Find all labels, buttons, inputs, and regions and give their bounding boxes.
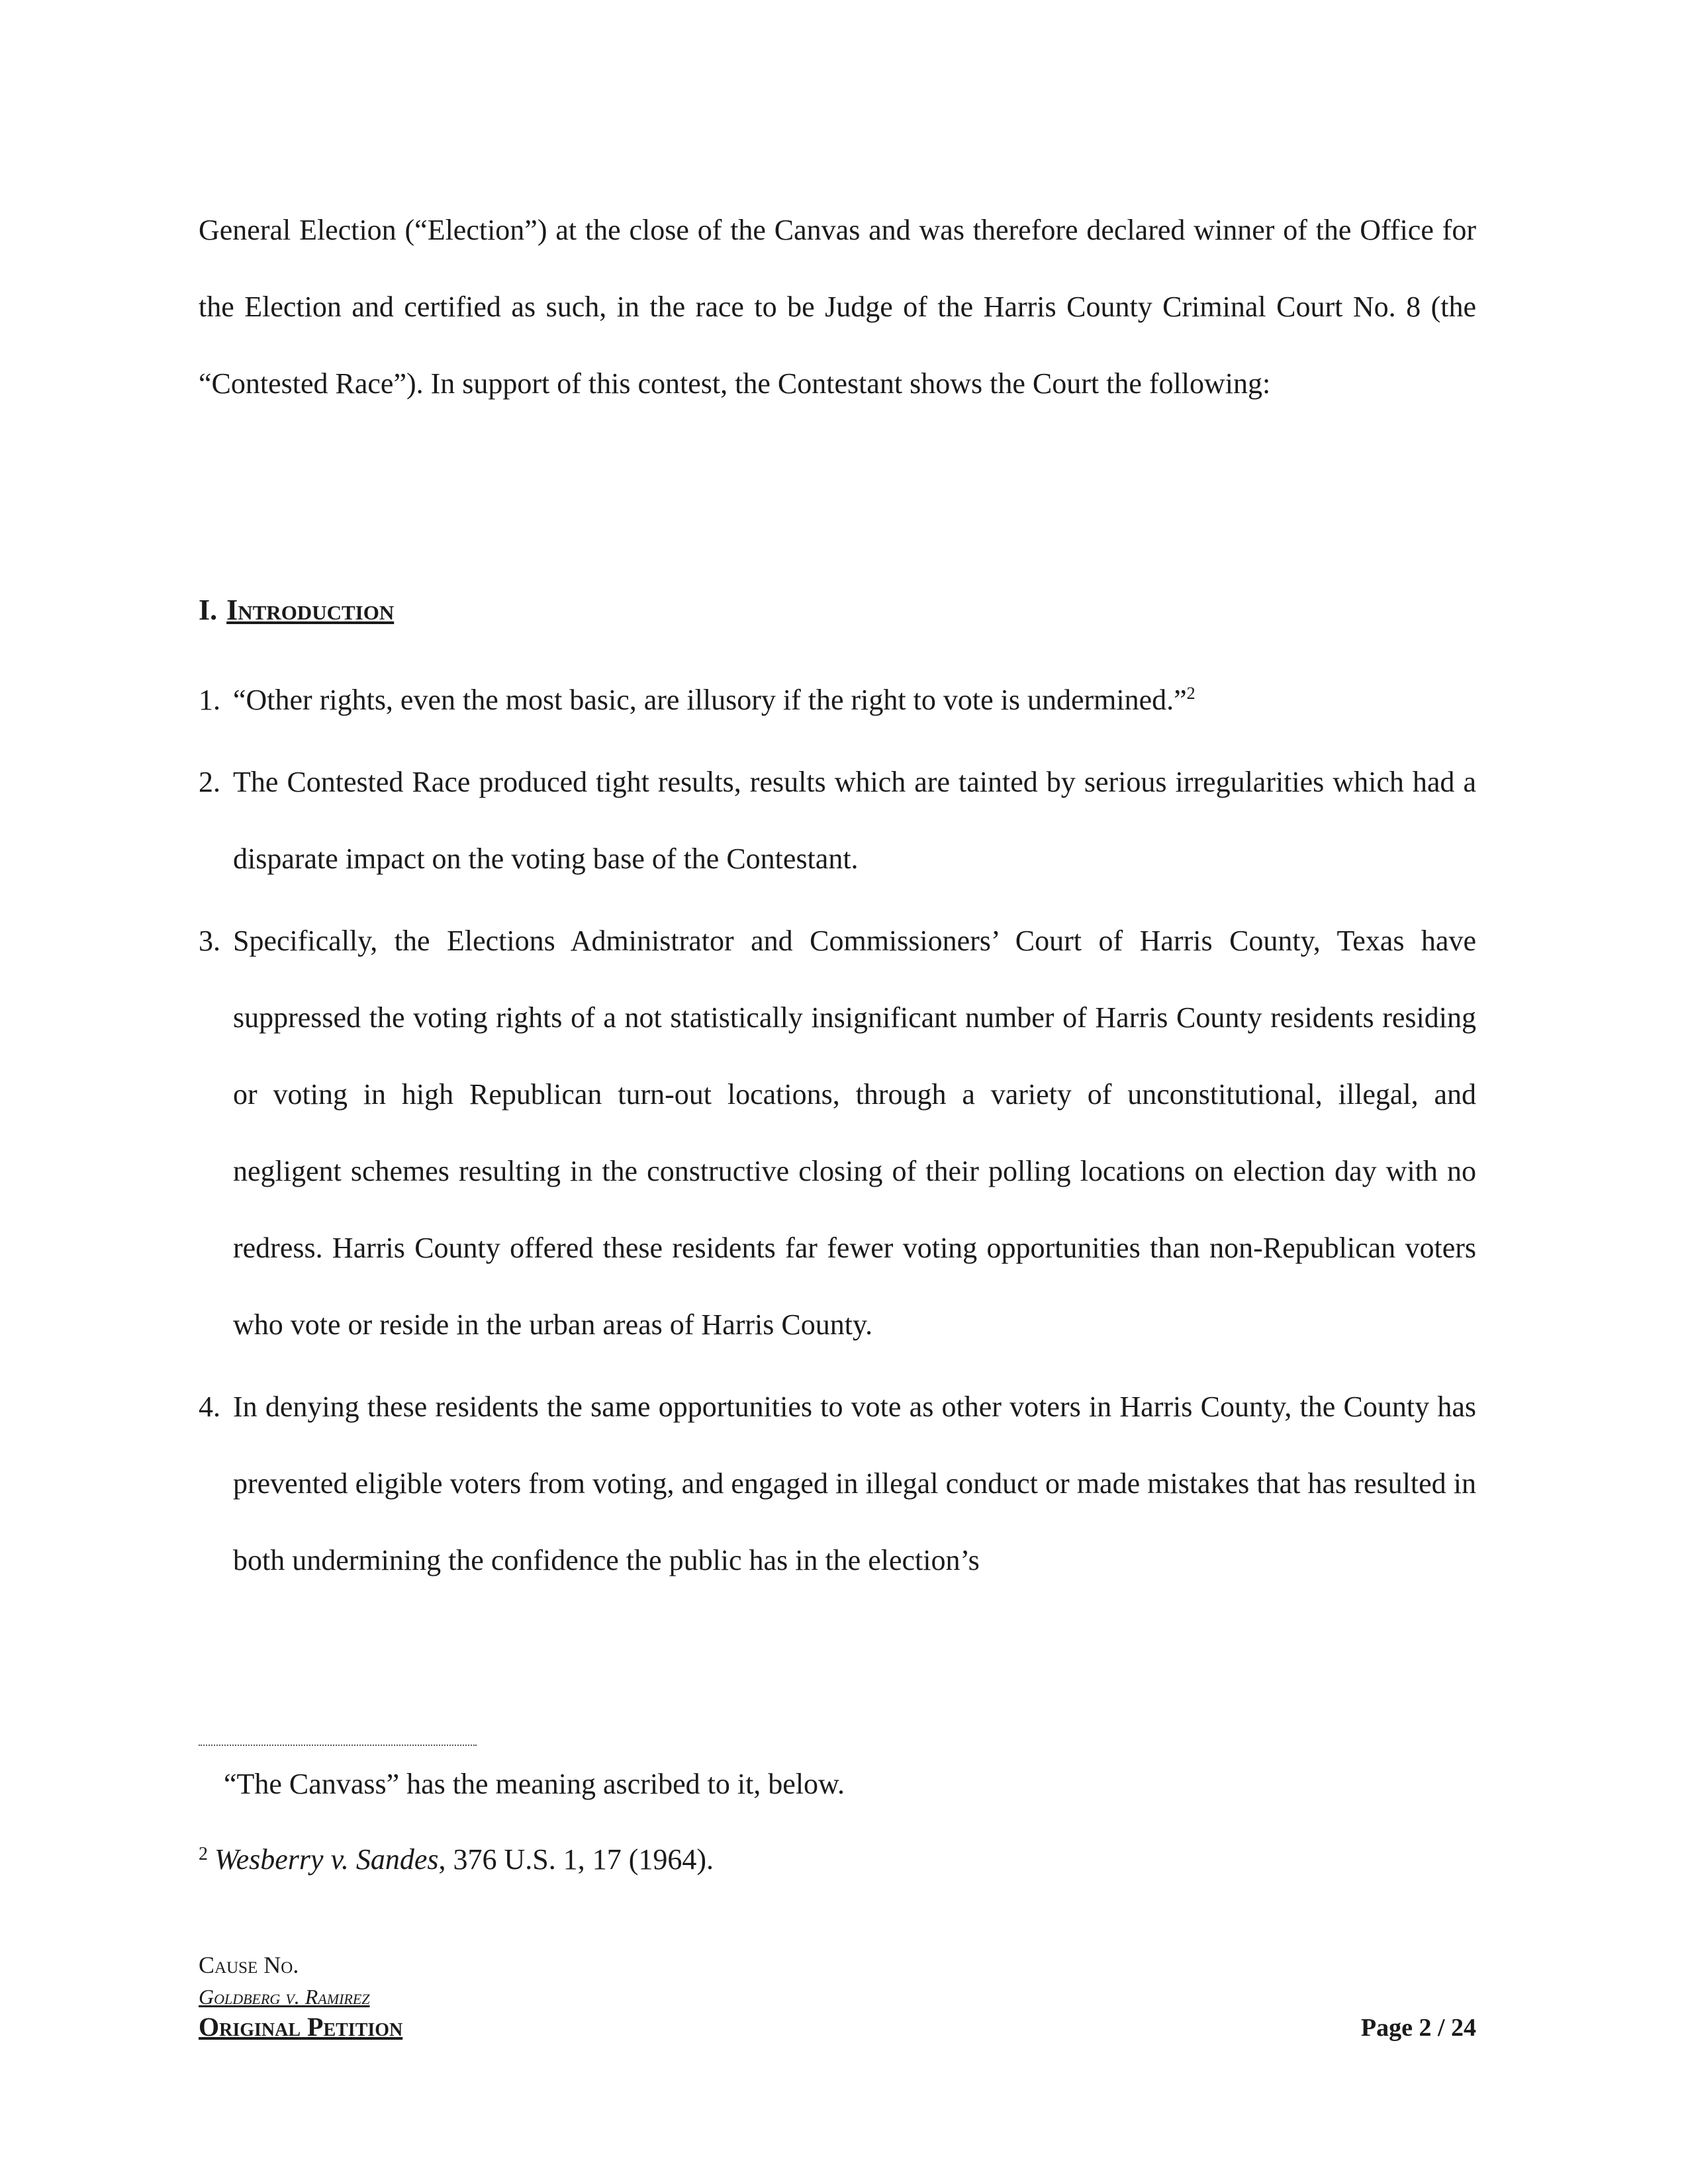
list-item-number: 1. — [199, 684, 220, 716]
list-item — [199, 903, 1476, 1363]
list-item-text: “Other rights, even the most basic, are illusory if the right to vote is undermined.” — [233, 684, 1187, 716]
page-footer-left — [199, 1949, 402, 2042]
list-item-number: 3. — [199, 925, 220, 957]
footnote-reference[interactable]: 2 — [1186, 684, 1196, 703]
intro-paragraph: General Election (“Election”) at the close of the Canvas and was therefore declared winner of the Office for the Election and certified as such, in the race to be Judge of the Harris County Criminal Court No. 8 (the “Contested Race”). In support of this contest, the Contestant shows the Court the following: — [199, 214, 1476, 400]
cause-number: Cause No. — [199, 1952, 299, 1978]
list-item — [199, 662, 1476, 739]
list-item-text: The Contested Race produced tight results, results which are tainted by serious irregularities which had a disparate impact on the voting base of the Contestant. — [233, 766, 1476, 875]
numbered-list — [199, 662, 1476, 1604]
footnote-separator — [199, 1745, 477, 1746]
footnote-1 — [199, 1764, 845, 1804]
section-title: Introduction — [226, 594, 395, 626]
list-item-number: 2. — [199, 766, 220, 798]
document-title: Original Petition — [199, 2012, 403, 2042]
section-number: I. — [199, 594, 218, 626]
intro-block — [199, 192, 1476, 422]
list-item-text: In denying these residents the same opportunities to vote as other voters in Harris County, the County has prevented eligible voters from voting, and engaged in illegal conduct or made mistakes that has resulted in both undermining the confidence the public has in the election’s — [233, 1390, 1476, 1576]
page-number: Page 2 / 24 — [1360, 2014, 1476, 2042]
list-item — [199, 744, 1476, 897]
list-item-text: Specifically, the Elections Administrator and Commissioners’ Court of Harris County, Texas have suppressed the voting rights of a not statistically insignificant number of Harris County residents residing or voting in high Republican turn-out locations, through a variety of unconstitutional, illegal, and negligent schemes resulting in the constructive closing of their polling locations on election day with no redress. Harris County offered these residents far fewer voting opportunities than non-Republican voters who vote or reside in the urban areas of Harris County. — [233, 925, 1476, 1341]
footnote-2-marker: 2 — [199, 1844, 208, 1864]
list-item-number: 4. — [199, 1390, 220, 1423]
case-caption: Goldberg v. Ramirez — [199, 1985, 370, 2009]
footnote-2-citation: , 376 U.S. 1, 17 (1964). — [438, 1843, 714, 1876]
footnote-1-text: “The Canvass” has the meaning ascribed to it, below. — [224, 1768, 845, 1800]
section-heading — [199, 590, 394, 630]
list-item — [199, 1369, 1476, 1599]
footnote-2-case-name: Wesberry v. Sandes — [214, 1843, 439, 1876]
footnote-2 — [199, 1840, 714, 1880]
